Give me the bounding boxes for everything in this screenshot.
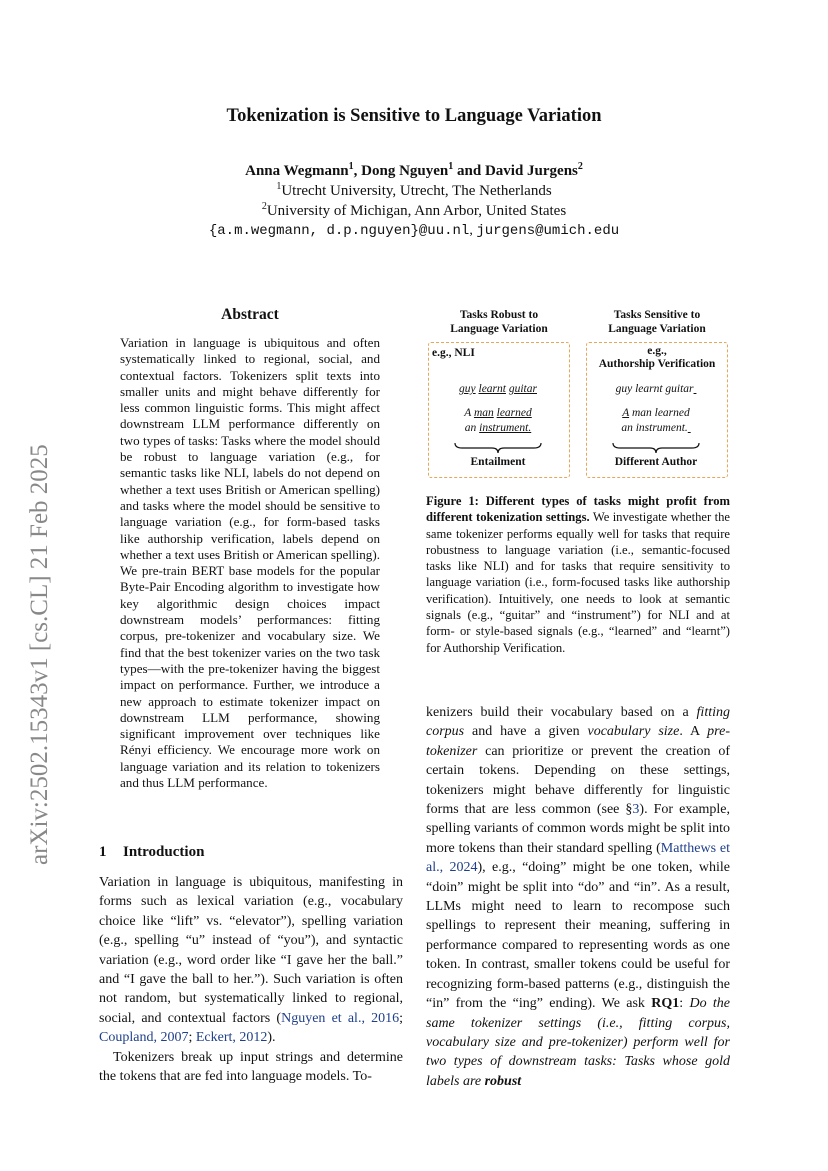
token-space: [688, 422, 691, 434]
arxiv-stamp: [22, 365, 54, 865]
section-ref-link[interactable]: 3: [632, 802, 640, 818]
citation-sep: ;: [399, 1010, 404, 1026]
figure-right-brace: [612, 442, 700, 454]
author-list: [0, 163, 828, 180]
research-question-emphasis: robust: [484, 1073, 522, 1089]
token: instrument.: [479, 422, 532, 434]
paragraph-emphasis: pre-tokenizer: [426, 724, 730, 759]
paragraph-text: Variation in language is ubiquitous, manifesting in forms such as lexical variation (e.g., vocabulary choice like “lift” vs. “elevator”), spelling variation (e.g., spelling “u” instead of “you”), and syntactic variation (e.g., word order like “I gave her the ball.” and “I gave the ball to her.”). Such variation is often not random, but systematically linked to regional, social, and contextual factors (: [99, 875, 403, 1026]
figure-1: [426, 306, 730, 486]
affiliation-sup: 1: [276, 181, 282, 192]
intro-paragraph-1: [99, 873, 403, 1048]
token: man: [473, 407, 494, 419]
section-title: Introduction: [123, 844, 205, 860]
email-sep: ,: [469, 223, 477, 238]
figure-right-task: [590, 345, 724, 371]
citation-link[interactable]: Nguyen et al., 2016: [281, 1010, 400, 1026]
figure-left-example-1: [428, 382, 568, 397]
citation-sep: ;: [188, 1030, 196, 1046]
token: learnt: [478, 383, 506, 395]
token: guitar: [665, 383, 694, 395]
author-sup: 2: [577, 161, 583, 172]
author-sep: and: [453, 163, 485, 179]
token: guitar: [508, 383, 537, 395]
email-link[interactable]: {a.m.wegmann, d.p.nguyen}@uu.nl: [208, 223, 470, 239]
paragraph-text: ).: [267, 1030, 276, 1046]
paragraph-text: and have a given: [464, 724, 588, 740]
affiliation-sup: 2: [261, 201, 267, 212]
figure-title-line: Tasks Sensitive to: [613, 309, 701, 321]
paragraph-emphasis: vocabulary size: [587, 724, 680, 740]
citation-link[interactable]: Coupland, 2007: [99, 1030, 189, 1046]
figure-task-line: Authorship Verification: [598, 358, 716, 370]
section-heading-introduction: [99, 844, 204, 861]
token: learnt: [635, 383, 663, 395]
author-name: Anna Wegmann: [245, 163, 349, 179]
figure-right-example-1: [586, 382, 726, 397]
affiliation-text: Utrecht University, Utrecht, The Netherlands: [281, 183, 552, 199]
figure-right-example-2: [586, 406, 726, 436]
affiliation-2: [0, 203, 828, 220]
affiliation-text: University of Michigan, Ann Arbor, United States: [266, 203, 567, 219]
intro-left-column: [99, 873, 403, 1086]
figure-task-line: e.g.,: [647, 345, 667, 357]
paragraph-text: ). For example, spelling variants of common words might be split into more tokens than their standard spelling (: [426, 802, 730, 856]
token: instrument.: [635, 422, 688, 434]
token: learned: [496, 407, 532, 419]
figure-right-label: Different Author: [614, 456, 698, 468]
research-question-text: Do the same tokenizer settings (i.e., fitting corpus, vocabulary size and pre-tokenizer) perform well for two types of downstream tasks: Tasks whose gold labels are: [426, 996, 730, 1089]
figure-left-label: Entailment: [470, 456, 526, 468]
section-number: 1: [99, 844, 107, 860]
token: learned: [654, 407, 690, 419]
figure-left-title: [426, 308, 572, 336]
author-sup: 1: [448, 161, 454, 172]
token-space: [694, 383, 697, 395]
paragraph-text: . A: [679, 724, 708, 740]
figure-left-task: e.g., NLI: [432, 347, 475, 359]
figure-1-caption: [426, 493, 730, 656]
intro-paragraph-2: Tokenizers break up input strings and determine the tokens that are fed into language models. To-: [99, 1049, 403, 1085]
citation-link[interactable]: Matthews et al., 2024: [426, 840, 730, 876]
figure-left-example-2: [428, 406, 568, 436]
caption-bold: Figure 1: Different types of tasks might profit from different tokenization settings.: [426, 494, 730, 525]
research-question-label: RQ1: [651, 996, 680, 1012]
arxiv-stamp-text: arXiv:2502.15343v1 [cs.CL] 21 Feb 2025: [26, 444, 53, 865]
intro-right-column: [426, 703, 730, 1091]
token: guy: [459, 383, 476, 395]
figure-right-title: [584, 308, 730, 336]
caption-text: We investigate whether the same tokenizer performs equally well for tasks that require robustness to language variation (i.e., semantic-focused tasks like NLI) and for tasks that require sensitivity to language variation (i.e., form-focused tasks like authorship verification). Intuitively, one needs to look at semantic signals (e.g., “guitar” and “instrument”) for NLI and at form- or style-based signals (e.g., “learned” and “learnt”) for Authorship Verification.: [426, 510, 730, 655]
figure-title-line: Language Variation: [450, 323, 548, 335]
author-name: Dong Nguyen: [361, 163, 449, 179]
author-emails: [0, 223, 828, 239]
figure-left-brace: [454, 442, 542, 454]
figure-title-line: Language Variation: [608, 323, 706, 335]
author-sup: 1: [348, 161, 354, 172]
citation-link[interactable]: Eckert, 2012: [195, 1030, 268, 1046]
abstract-text: Variation in language is ubiquitous and often systematically linked to regional, social, and contextual factors. Tokenizers split texts into smaller units and might behave differently for less common linguistic forms. This might affect downstream LLM performance differently on two types of tasks: Tasks where the model should be robust to language variation (e.g., for semantic tasks like NLI, labels do not depend on whether a text uses British or American spelling) and tasks where the model should be sensitive to language variation (e.g., for form-based tasks like authorship verification, labels depend on whether a text uses British or American spelling). We pre-train BERT base models for the popular Byte-Pair Encoding algorithm to investigate how key algorithmic design choices impact downstream models’ performances: fitting corpus, pre-tokenizer and vocabulary size. We find that the best tokenizer varies on the two task types—with the pre-tokenizer having the biggest impact on performance. Further, we introduce a new approach to estimate tokenizer impact on downstream LLM performance, showing significant improvement over techniques like Rényi efficiency. We encourage more work on language variation and its relation to tokenizers and thus LLM performance.: [120, 335, 380, 791]
paragraph-emphasis: fitting corpus: [426, 705, 730, 740]
figure-title-line: Tasks Robust to: [459, 309, 539, 321]
token: an: [464, 422, 477, 434]
author-sep: ,: [353, 163, 362, 179]
paragraph-text: ), e.g., “doing” might be one token, while “doin” might be split into “do” and “in”. As a result, LLMs might need to learn to recompose such spellings to represent their meaning, suffering in performance compared to representing words as one token. In contrast, smaller tokens could be useful for recognizing form-based patterns (e.g., distinguish the “in” from the “ing” ending). We ask: [426, 860, 730, 1012]
affiliation-1: [0, 183, 828, 200]
paragraph-text: :: [679, 996, 690, 1012]
paragraph-text: can prioritize or prevent the creation of certain tokens. Depending on these settings, tokenizers might behave differently for linguistic forms that are less common (see §: [426, 743, 730, 818]
author-name: David Jurgens: [484, 163, 578, 179]
token: A: [622, 407, 630, 419]
email-link[interactable]: jurgens@umich.edu: [476, 223, 620, 239]
abstract-heading: Abstract: [221, 306, 279, 323]
token: guy: [615, 383, 633, 395]
token: man: [631, 407, 652, 419]
paragraph-text: kenizers build their vocabulary based on a: [426, 705, 697, 720]
token: A: [464, 407, 472, 419]
paper-title: Tokenization is Sensitive to Language Variation: [226, 106, 602, 126]
token: an: [621, 422, 633, 434]
